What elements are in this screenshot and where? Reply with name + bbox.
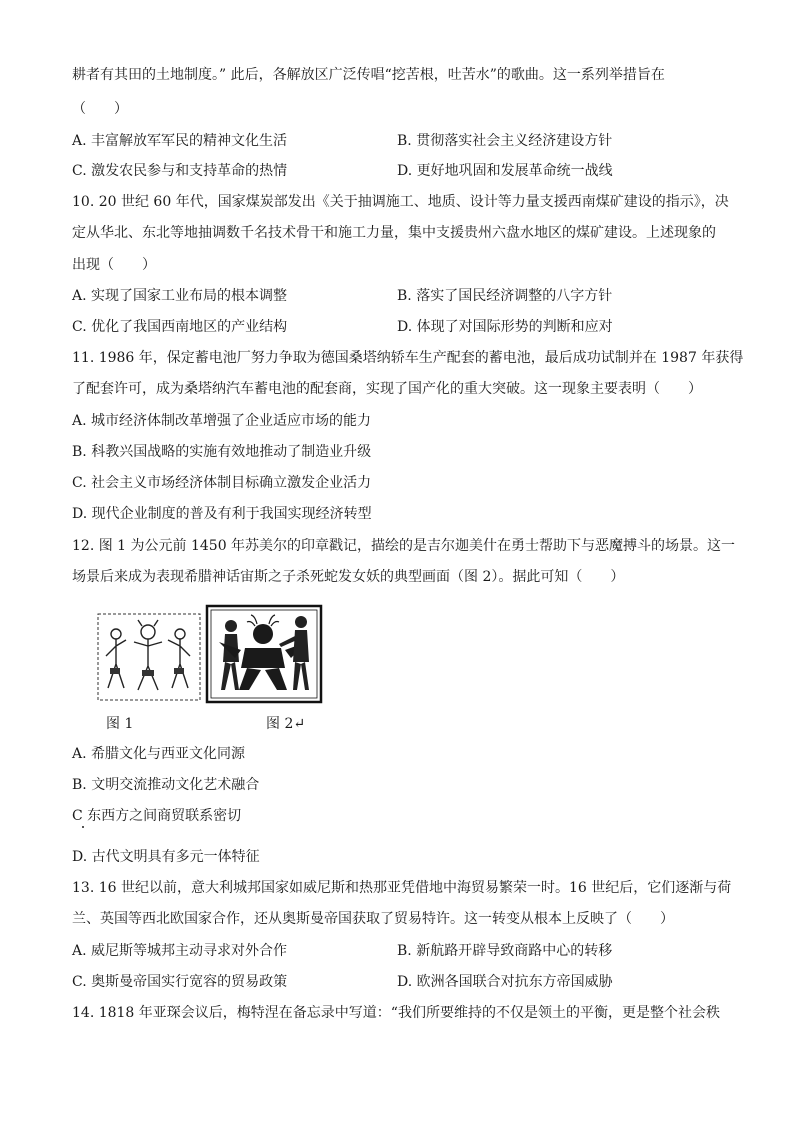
q10-stem-line2: 定从华北、东北等地抽调数千名技术骨干和施工力量，集中支援贵州六盘水地区的煤矿建设。上述现象的	[72, 225, 716, 241]
q14-stem-line1: 14. 1818 年亚琛会议后，梅特涅在备忘录中写道：“我们所要维持的不仅是领土的平衡，更是整个社会秩	[72, 1005, 720, 1021]
q12-stem-line2: 场景后来成为表现希腊神话宙斯之子杀死蛇发女妖的典型画面（图 2）。据此可知（ ）	[72, 569, 625, 585]
stray-dot	[82, 826, 84, 828]
figure-1-caption: 图 1	[106, 716, 134, 732]
q12-stem-line1: 12. 图 1 为公元前 1450 年苏美尔的印章戳记，描绘的是吉尔迦美什在勇士帮助下与恶魔搏斗的场景。这一	[72, 538, 736, 554]
q12-option-c: C 东西方之间商贸联系密切	[72, 808, 242, 824]
q9-stem-line1: 耕者有其田的土地制度。” 此后，各解放区广泛传唱“挖苦根，吐苦水”的歌曲。这一系列举措旨在	[72, 67, 665, 83]
q11-stem-line2: 了配套许可，成为桑塔纳汽车蓄电池的配套商，实现了国产化的重大突破。这一现象主要表明（ ）	[72, 381, 702, 397]
figure-2-caption: 图 2↵	[266, 716, 306, 732]
q13-option-d: D. 欧洲各国联合对抗东方帝国威胁	[397, 974, 613, 990]
q11-option-b: B. 科教兴国战略的实施有效地推动了制造业升级	[72, 444, 372, 460]
q10-option-a: A. 实现了国家工业布局的根本调整	[72, 288, 288, 304]
q11-option-a: A. 城市经济体制改革增强了企业适应市场的能力	[72, 413, 372, 429]
q10-stem-line1: 10. 20 世纪 60 年代，国家煤炭部发出《关于抽调施工、地质、设计等力量支援西南煤矿建设的指示》，决	[72, 194, 729, 210]
q10-option-b: B. 落实了国民经济调整的八字方针	[397, 288, 613, 304]
q11-option-c: C. 社会主义市场经济体制目标确立激发企业活力	[72, 475, 372, 491]
q9-option-c: C. 激发农民参与和支持革命的热情	[72, 163, 288, 179]
q10-option-d: D. 体现了对国际形势的判断和应对	[397, 319, 613, 335]
figure-1-seal-image	[96, 612, 202, 702]
q9-option-a: A. 丰富解放军军民的精神文化生活	[72, 133, 288, 149]
q13-option-a: A. 威尼斯等城邦主动寻求对外合作	[72, 943, 288, 959]
q10-option-c: C. 优化了我国西南地区的产业结构	[72, 319, 288, 335]
q9-option-d: D. 更好地巩固和发展革命统一战线	[397, 163, 613, 179]
q9-stem-line2: （ ）	[72, 101, 128, 117]
q13-option-c: C. 奥斯曼帝国实行宽容的贸易政策	[72, 974, 288, 990]
q11-stem-line1: 11. 1986 年，保定蓄电池厂努力争取为德国桑塔纳轿车生产配套的蓄电池，最后成功试制并在 1987 年获得	[72, 350, 744, 366]
q10-stem-line3: 出现（ ）	[72, 257, 156, 273]
q13-option-b: B. 新航路开辟导致商路中心的转移	[397, 943, 613, 959]
q13-stem-line2: 兰、英国等西北欧国家合作，还从奥斯曼帝国获取了贸易特许。这一转变从根本上反映了（ ）	[72, 911, 674, 927]
q11-option-d: D. 现代企业制度的普及有利于我国实现经济转型	[72, 506, 372, 522]
q12-option-d: D. 古代文明具有多元一体特征	[72, 849, 260, 865]
q12-option-a: A. 希腊文化与西亚文化同源	[72, 746, 246, 762]
q9-option-b: B. 贯彻落实社会主义经济建设方针	[397, 133, 613, 149]
q12-option-b: B. 文明交流推动文化艺术融合	[72, 777, 260, 793]
figure-2-vase-image	[205, 604, 323, 704]
q13-stem-line1: 13. 16 世纪以前，意大利城邦国家如威尼斯和热那亚凭借地中海贸易繁荣一时。16 世纪后，它们逐渐与荷	[72, 880, 732, 896]
